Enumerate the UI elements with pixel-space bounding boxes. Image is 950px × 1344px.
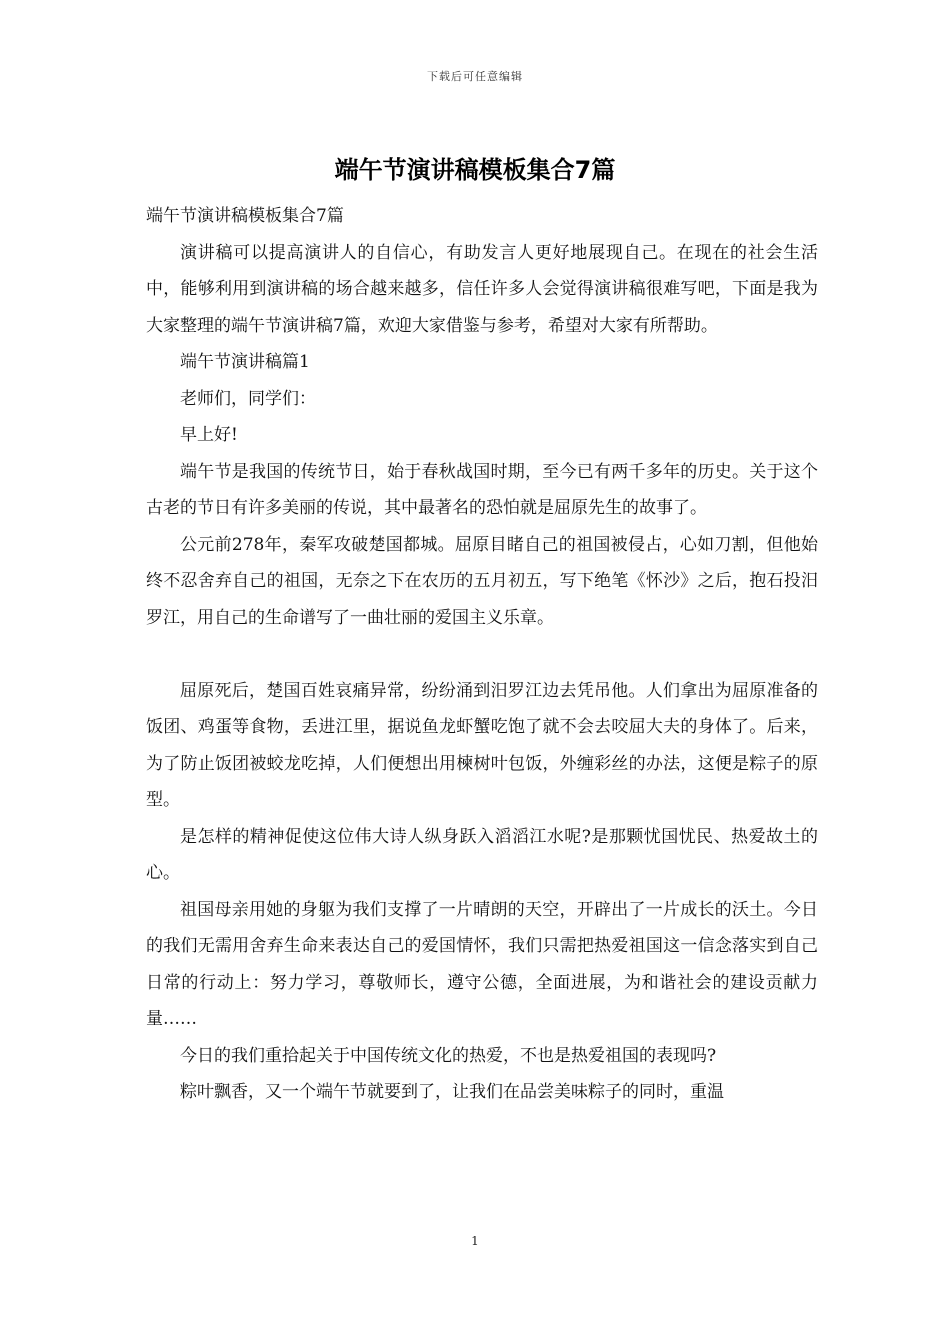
blank-line: [146, 636, 818, 673]
body-paragraph: 祖国母亲用她的身躯为我们支撑了一片晴朗的天空，开辟出了一片成长的沃土。今日的我们无需用舍弃生命来表达自己的爱国情怀，我们只需把热爱祖国这一信念落实到自己日常的行动上：努力学习，尊敬师长，遵守公德，全面进展，为和谐社会的建设贡献力量……: [146, 899, 818, 1029]
document-body: [146, 198, 818, 1111]
salutation: 老师们，同学们：: [180, 388, 316, 409]
intro-paragraph: 演讲稿可以提高演讲人的自信心，有助发言人更好地展现自己。在现在的社会生活中，能够利用到演讲稿的场合越来越多，信任许多人会觉得演讲稿很难写吧，下面是我为大家整理的端午节演讲稿7篇，欢迎大家借鉴与参考，希望对大家有所帮助。: [146, 242, 818, 336]
document-subtitle: 端午节演讲稿模板集合7篇: [146, 206, 344, 226]
body-paragraph: 屈原死后，楚国百姓哀痛异常，纷纷涌到汨罗江边去凭吊他。人们拿出为屈原准备的饭团、鸡蛋等食物，丢进江里，据说鱼龙虾蟹吃饱了就不会去咬屈大夫的身体了。后来，为了防止饭团被蛟龙吃掉，人们便想出用楝树叶包饭，外缠彩丝的办法，这便是粽子的原型。: [146, 680, 818, 810]
body-paragraph: 公元前278年，秦军攻破楚国都城。屈原目睹自己的祖国被侵占，心如刀割，但他始终不忍舍弃自己的祖国，无奈之下在农历的五月初五，写下绝笔《怀沙》之后，抱石投汨罗江，用自己的生命谱写了一曲壮丽的爱国主义乐章。: [146, 534, 818, 628]
body-paragraph: 是怎样的精神促使这位伟大诗人纵身跃入滔滔江水呢?是那颗忧国忧民、热爱故土的心。: [146, 826, 818, 883]
header-note: 下载后可任意编辑: [427, 70, 523, 83]
greeting: 早上好!: [180, 425, 238, 445]
document-title: 端午节演讲稿模板集合7篇: [334, 156, 616, 184]
section-heading: 端午节演讲稿篇1: [180, 352, 310, 372]
body-paragraph: 粽叶飘香，又一个端午节就要到了，让我们在品尝美味粽子的同时，重温: [180, 1082, 724, 1102]
page-number: 1: [471, 1234, 479, 1248]
body-paragraph: 端午节是我国的传统节日，始于春秋战国时期，至今已有两千多年的历史。关于这个古老的节日有许多美丽的传说，其中最著名的恐怕就是屈原先生的故事了。: [146, 461, 818, 518]
body-paragraph: 今日的我们重拾起关于中国传统文化的热爱，不也是热爱祖国的表现吗?: [180, 1045, 717, 1066]
